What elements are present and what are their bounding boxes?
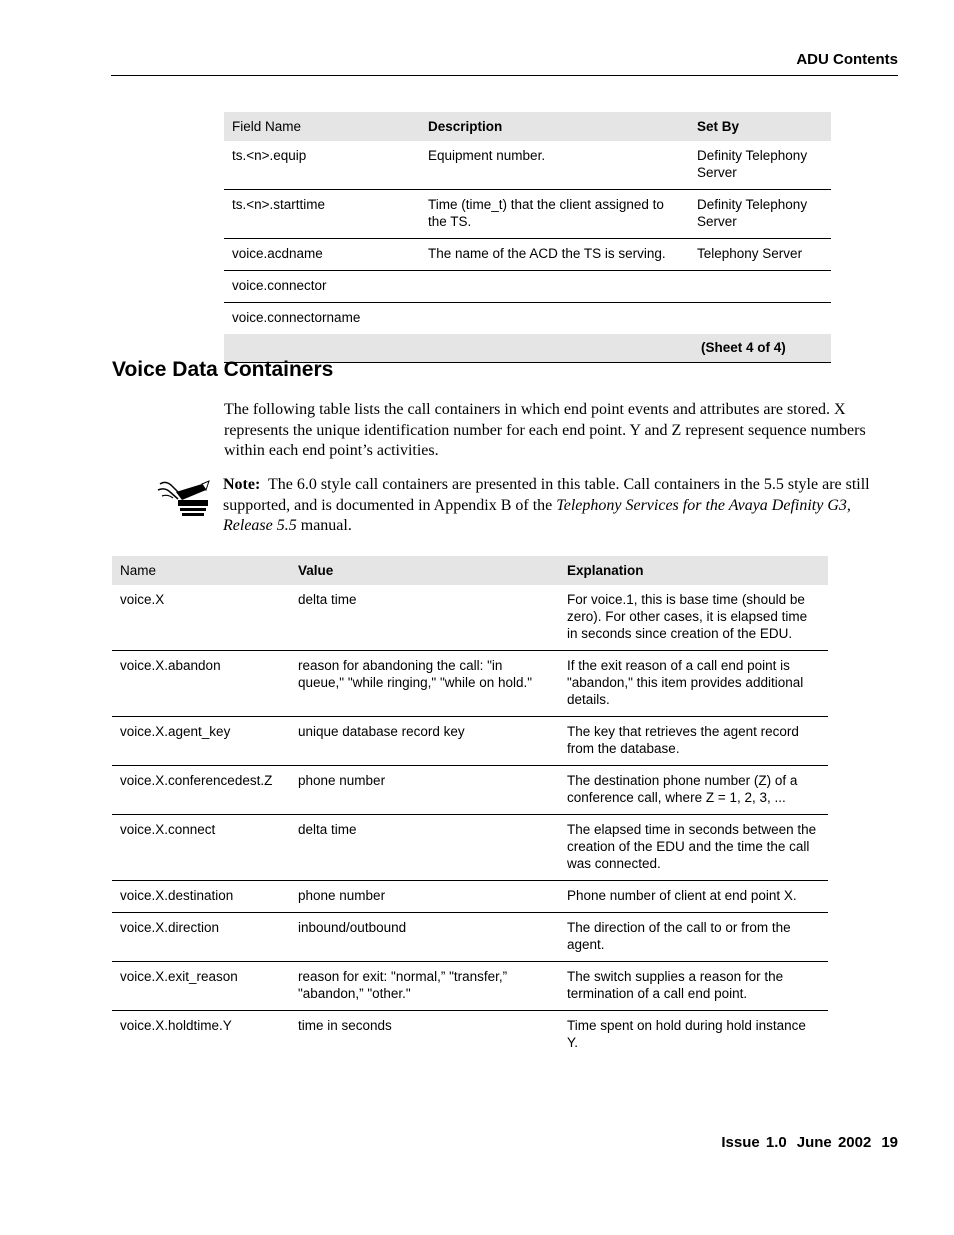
page-footer — [721, 1134, 898, 1151]
voice-containers-table — [112, 556, 828, 1059]
table-row — [112, 1011, 828, 1060]
table-row — [112, 766, 828, 815]
table-cell: voice.connectorname — [232, 310, 361, 325]
note-text-end: manual. — [300, 517, 352, 535]
running-header-title: ADU Contents — [796, 51, 898, 68]
footer-issue: Issue 1.0 — [721, 1134, 787, 1151]
table-cell: phone number — [290, 766, 559, 815]
column-header: Explanation — [559, 556, 828, 585]
column-header: Name — [112, 556, 290, 585]
table-cell: voice.X.exit_reason — [112, 962, 290, 1011]
table-cell: unique database record key — [290, 717, 559, 766]
table-cell — [689, 303, 831, 335]
table-cell: delta time — [290, 585, 559, 651]
sheet-label: (Sheet 4 of 4) — [689, 334, 831, 363]
column-header: Set By — [689, 112, 831, 141]
table-cell: voice.acdname — [224, 239, 420, 271]
table-cell: voice.X.agent_key — [112, 717, 290, 766]
page-number: 19 — [881, 1134, 898, 1151]
table-header-row — [224, 112, 831, 141]
table-cell: inbound/outbound — [290, 913, 559, 962]
table-cell: Phone number of client at end point X. — [559, 881, 828, 913]
table-cell: voice.X.destination — [112, 881, 290, 913]
note-label: Note: — [223, 476, 261, 493]
column-header: Value — [290, 556, 559, 585]
table-cell: voice.X — [112, 585, 290, 651]
section-heading: Voice Data Containers — [112, 358, 334, 381]
note-paragraph — [223, 475, 903, 537]
note-text: The 6.0 style call containers are presented in this table. Call containers in the 5.5 style are still supported, and is documented in Appendix B of the — [223, 476, 870, 514]
table-cell: time in seconds — [298, 1018, 392, 1033]
manual-title: Telephony Services for the Avaya Definity G3 — [556, 496, 847, 514]
table-cell: Definity Telephony Server — [689, 190, 831, 239]
table-cell: reason for abandoning the call: "in queue," "while ringing," "while on hold." — [290, 651, 559, 717]
table-row — [224, 190, 831, 239]
table-cell: voice.X.direction — [112, 913, 290, 962]
table-cell: For voice.1, this is base time (should be zero). For other cases, it is elapsed time in seconds since creation of the EDU. — [559, 585, 828, 651]
manual-title-separator: , — [846, 496, 851, 514]
table-cell: reason for exit: "normal,” "transfer,” "abandon,” "other." — [290, 962, 559, 1011]
table-cell: The name of the ACD the TS is serving. — [420, 239, 689, 271]
table-cell: phone number — [290, 881, 559, 913]
table-row — [112, 962, 828, 1011]
table-cell: Definity Telephony Server — [689, 141, 831, 190]
table-cell: The switch supplies a reason for the termination of a call end point. — [559, 962, 828, 1011]
table-row — [224, 271, 831, 303]
column-header: Description — [420, 112, 689, 141]
table-row — [112, 717, 828, 766]
table-cell: The elapsed time in seconds between the creation of the EDU and the time the call was connected. — [559, 815, 828, 881]
table-cell: The destination phone number (Z) of a conference call, where Z = 1, 2, 3, ... — [559, 766, 828, 815]
footer-date: June 2002 — [796, 1134, 872, 1151]
table-row — [224, 141, 831, 190]
table-cell: voice.X.abandon — [112, 651, 290, 717]
table-row — [224, 303, 831, 335]
table-row — [112, 913, 828, 962]
table-cell: ts.<n>.equip — [224, 141, 420, 190]
note-pencil-icon — [156, 478, 210, 518]
table-cell: voice.X.holdtime.Y — [120, 1018, 232, 1033]
manual-release: Release 5.5 — [223, 517, 297, 535]
table-cell — [420, 271, 689, 303]
table-cell: voice.X.connect — [112, 815, 290, 881]
intro-paragraph: The following table lists the call containers in which end point events and attributes are stored. X represents the unique identification number for each end point. Y and Z represent sequence numbers within each end point’s activities. — [224, 401, 866, 460]
table-cell: ts.<n>.starttime — [224, 190, 420, 239]
table-cell: Time (time_t) that the client assigned to the TS. — [420, 190, 689, 239]
table-cell: If the exit reason of a call end point is "abandon," this item provides additional details. — [559, 651, 828, 717]
table-cell: Time spent on hold during hold instance Y. — [567, 1018, 806, 1050]
table-header-row — [112, 556, 828, 585]
table-row — [112, 651, 828, 717]
table-cell: Equipment number. — [420, 141, 689, 190]
table-cell — [689, 271, 831, 303]
table-cell: The direction of the call to or from the agent. — [559, 913, 828, 962]
table-cell: The key that retrieves the agent record from the database. — [559, 717, 828, 766]
header-rule — [111, 75, 898, 76]
table-cell: Telephony Server — [689, 239, 831, 271]
table-row — [112, 585, 828, 651]
column-header: Field Name — [224, 112, 420, 141]
table-cell: delta time — [290, 815, 559, 881]
table-cell: voice.X.conferencedest.Z — [112, 766, 290, 815]
table-cell: voice.connector — [224, 271, 420, 303]
table-row — [112, 815, 828, 881]
field-table — [224, 112, 831, 363]
table-cell — [420, 303, 689, 335]
table-row — [112, 881, 828, 913]
table-row — [224, 239, 831, 271]
